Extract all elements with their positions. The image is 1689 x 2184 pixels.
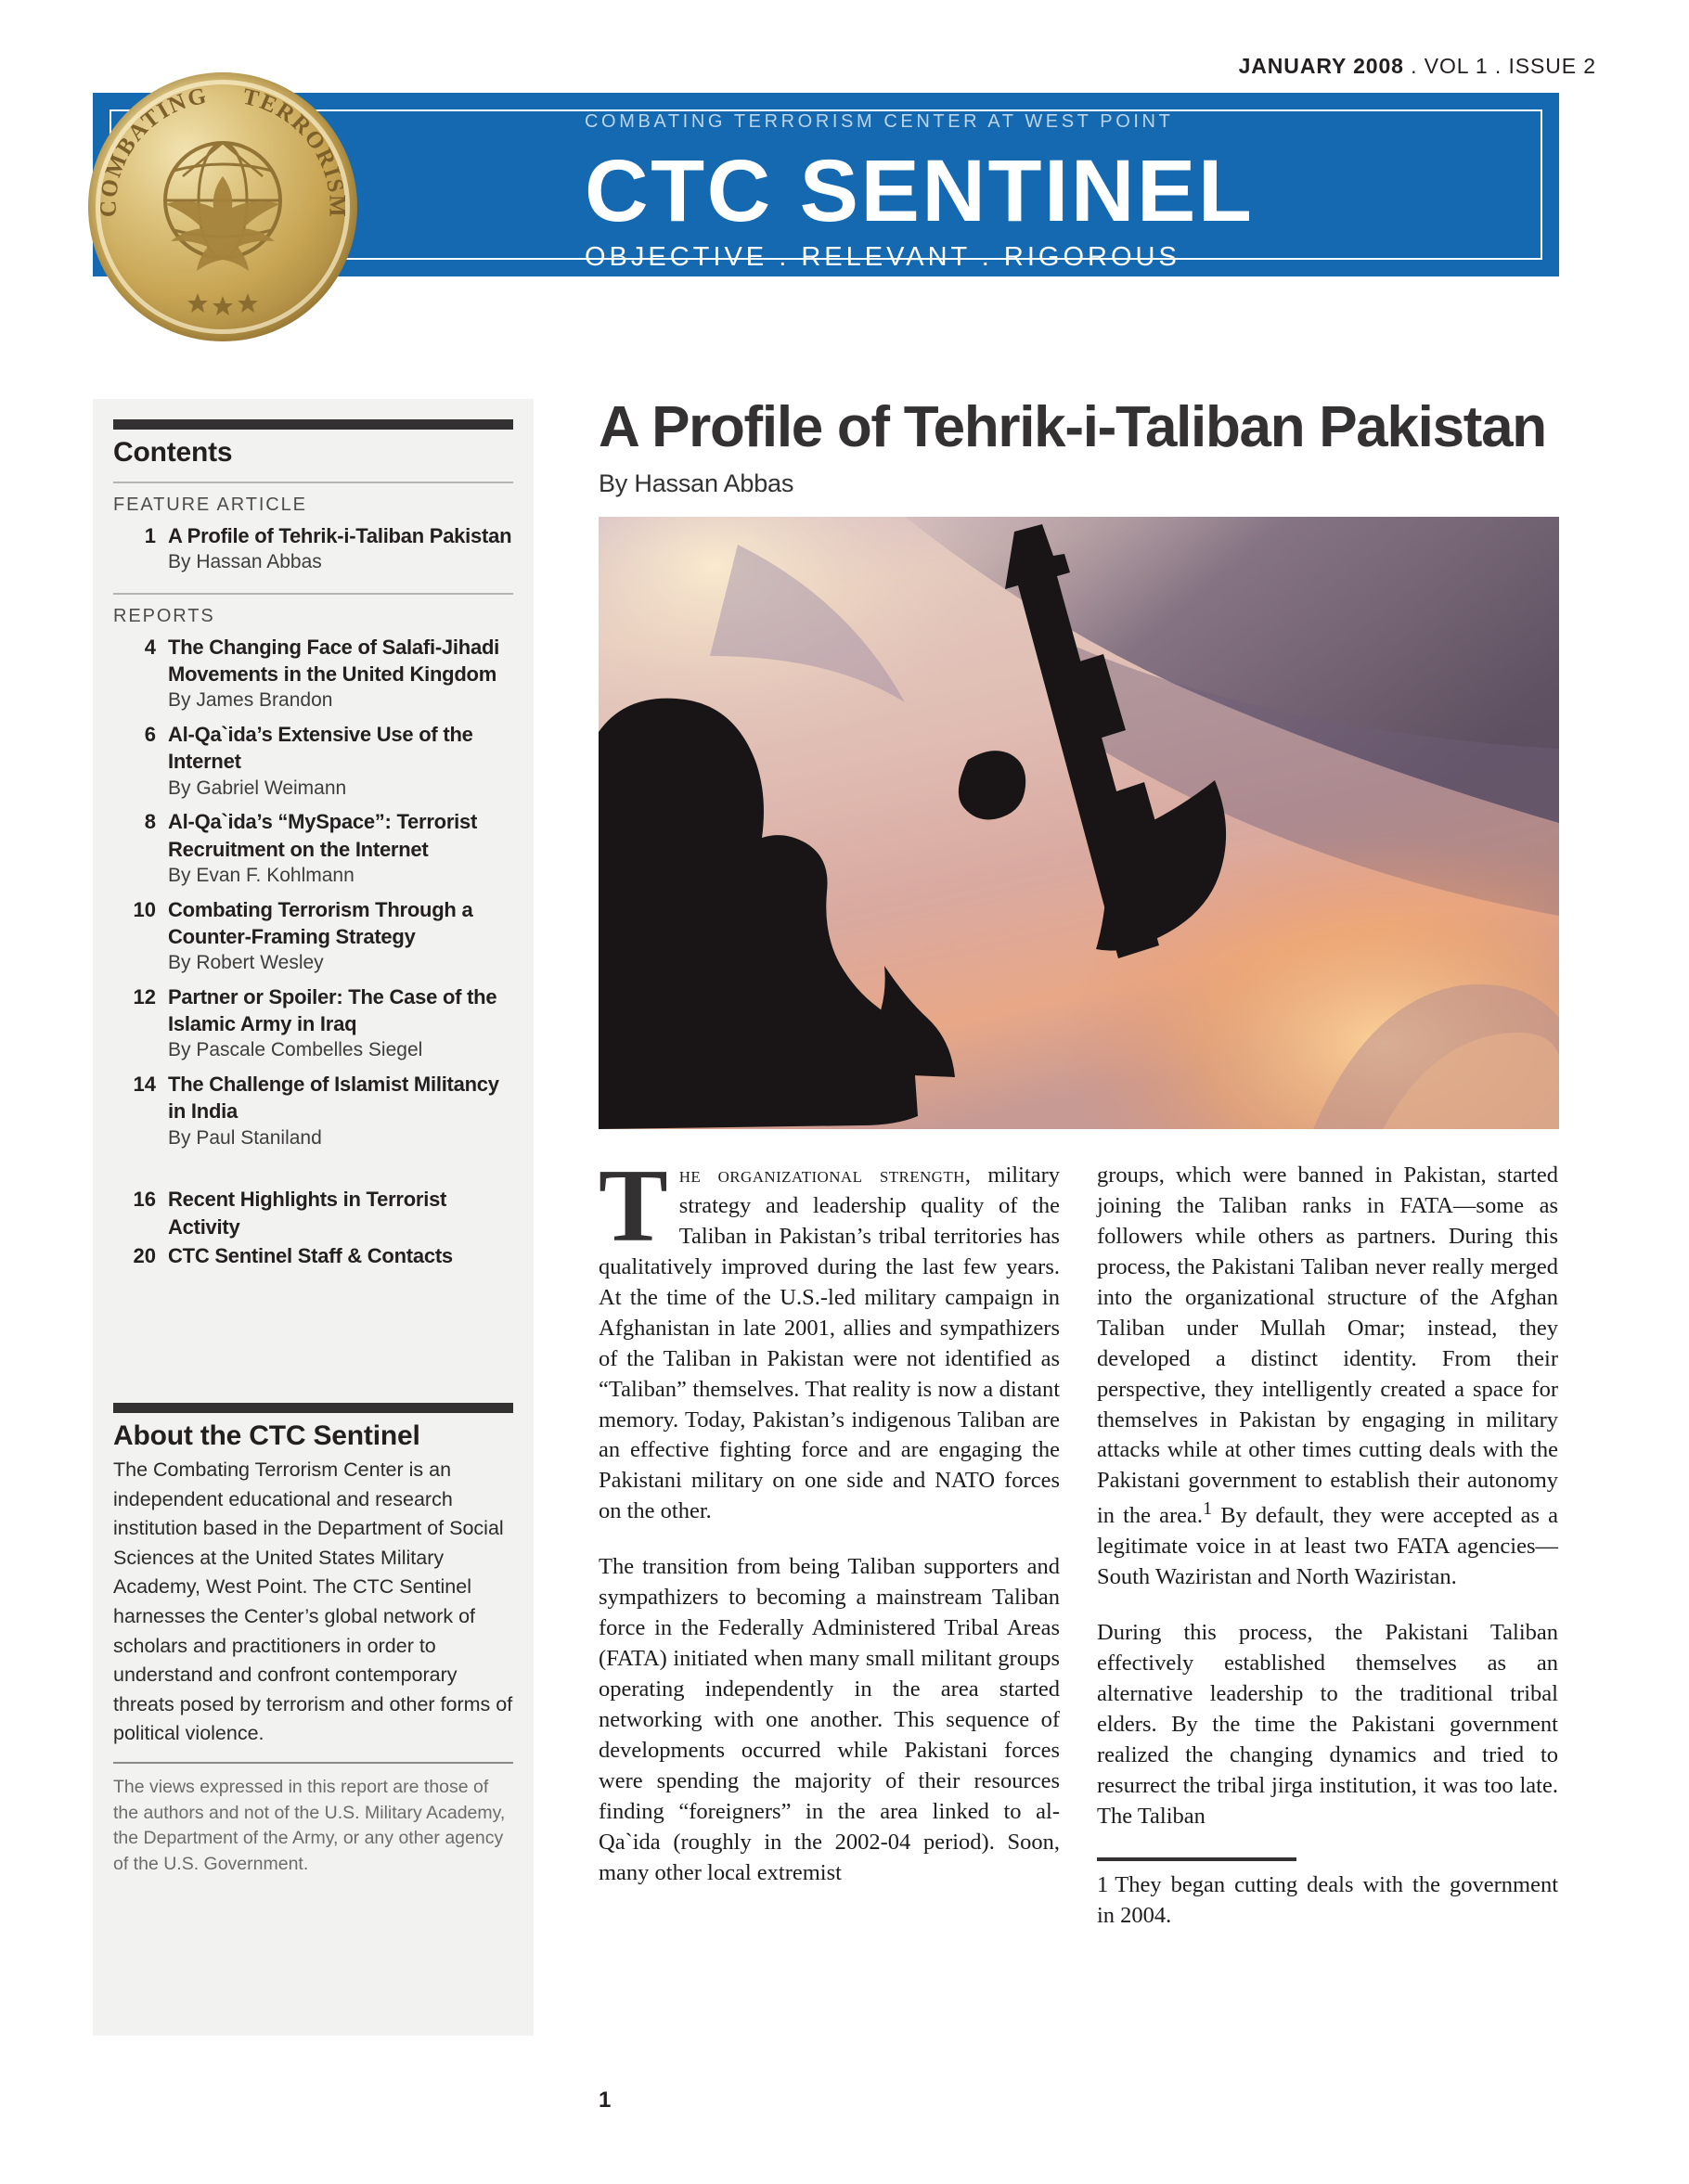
article-lead-rest: military strategy and leadership quality of the Taliban in Pakistan’s tribal territories has qualitatively improved during the last few years. At the time of the U.S.-led military campaign in Afghanistan in late 2001, allies and sympathizers of the Taliban in Pakistan were not identified as “Taliban” themselves. That reality is now a distant memory. Today, Pakistan’s indigenous Taliban are an effective fighting force and are engaging the Pakistani military on one side and NATO forces on the other. <box>599 1163 1060 1524</box>
article-paragraph-1 <box>599 1149 1060 1527</box>
contents-heading: Contents <box>113 437 233 468</box>
issue-sep-1: . <box>1403 54 1425 78</box>
toc-page-number: 10 <box>133 897 156 921</box>
feature-article-kicker: FEATURE ARTICLE <box>113 495 307 515</box>
toc-entry-title: The Challenge of Islamist Militancy in India <box>168 1073 499 1124</box>
footnote-marker-1[interactable]: 1 <box>1203 1498 1213 1520</box>
seal-stars-icon <box>187 293 258 315</box>
photo-artwork <box>599 517 1559 1129</box>
issue-sep-2: . <box>1488 54 1509 78</box>
toc-entry-title: Partner or Spoiler: The Case of the Islamic Army in Iraq <box>168 984 497 1036</box>
toc-entry-author: By Pascale Combelles Siegel <box>168 1039 423 1061</box>
toc-entry-title: The Changing Face of Salafi-Jihadi Movements in the United Kingdom <box>168 635 499 687</box>
toc-entry-author: By Hassan Abbas <box>168 551 322 573</box>
issue-line <box>1239 54 1596 79</box>
article-column-left <box>599 1149 1060 1957</box>
footnote-1 <box>1097 1870 1558 1932</box>
article-paragraph-3-body: groups, which were banned in Pakistan, started joining the Taliban ranks in FATA—some as followers while others as partners. During this process, the Pakistani Taliban never really merged into the organizational structure of the Afghan Taliban under Mullah Omar; instead, they developed a distinct identity. From their perspective, they intelligently created a space for themselves in Pakistan by engaging in military attacks while at other times cutting deals with the Pakistani government to establish their autonomy in the area. <box>1097 1163 1558 1529</box>
toc-entry-title: CTC Sentinel Staff & Contacts <box>168 1243 453 1267</box>
footnote-text: They began cutting deals with the government in 2004. <box>1097 1871 1558 1928</box>
toc-entry-report-6[interactable] <box>113 721 513 805</box>
toc-entry-report-8[interactable] <box>113 808 513 893</box>
sidebar-spacer <box>113 1271 513 1382</box>
feature-divider <box>113 482 513 483</box>
toc-page-number: 1 <box>144 524 156 547</box>
toc-page-number: 20 <box>133 1243 156 1267</box>
toc-page-number: 14 <box>133 1073 156 1097</box>
toc-entry-report-10[interactable] <box>113 896 513 981</box>
toc-entry-back-16[interactable] <box>113 1186 513 1240</box>
seal-ring-text-right: TERRORISM <box>239 84 350 219</box>
toc-entry-author: By Paul Staniland <box>168 1126 322 1149</box>
article-column-right <box>1097 1161 1558 1957</box>
page-number: 1 <box>599 2088 612 2113</box>
masthead-text-block <box>585 111 1522 273</box>
article-title: A Profile of Tehrik-i-Taliban Pakistan <box>599 395 1546 459</box>
issue-month-year: JANUARY 2008 <box>1238 54 1404 78</box>
article-dropcap: T <box>599 1149 668 1264</box>
toc-page-number: 6 <box>144 723 156 747</box>
toc-entry-author: By James Brandon <box>168 689 333 712</box>
footnote-number: 1 <box>1097 1871 1109 1897</box>
reports-divider <box>113 593 513 595</box>
toc-entry-back-20[interactable] <box>113 1242 513 1269</box>
contents-top-rule <box>113 419 513 430</box>
toc-page-number: 16 <box>133 1188 156 1212</box>
article-columns <box>599 1149 1559 1957</box>
masthead-title: CTC SENTINEL <box>585 142 1255 240</box>
sidebar <box>93 399 534 2036</box>
about-heading: About the CTC Sentinel <box>113 1420 420 1452</box>
article-paragraph-3-tail: By default, they were accepted as a legitimate voice in at least two FATA agencies—South Waziristan and North Waziristan. <box>1097 1503 1558 1590</box>
issue-volume: VOL 1 <box>1424 54 1489 78</box>
masthead-tagline: OBJECTIVE . RELEVANT . RIGOROUS <box>585 242 1180 273</box>
toc-entry-author: By Evan F. Kohlmann <box>168 864 355 886</box>
toc-gap-spacer <box>113 1158 513 1186</box>
article-lead-smallcaps: he organizational strength, <box>678 1163 972 1188</box>
toc-entry-author: By Robert Wesley <box>168 952 324 974</box>
toc-entry-report-4[interactable] <box>113 634 513 718</box>
disclaimer-divider <box>113 1762 513 1764</box>
seal-ring-text-left: COMBATING <box>96 83 211 218</box>
footnote-separator-rule <box>1097 1857 1296 1861</box>
toc-entry-author: By Gabriel Weimann <box>168 777 347 799</box>
toc-entry-title: Combating Terrorism Through a Counter-Framing Strategy <box>168 897 473 948</box>
article-byline: By Hassan Abbas <box>599 469 794 497</box>
reports-kicker: REPORTS <box>113 605 215 626</box>
masthead-eyebrow: COMBATING TERRORISM CENTER AT WEST POINT <box>585 111 1174 132</box>
toc-entry-report-14[interactable] <box>113 1071 513 1155</box>
toc-entry-title: Al-Qa`ida’s “MySpace”: Terrorist Recruitment on the Internet <box>168 810 478 861</box>
about-body-text: The Combating Terrorism Center is an independent educational and research institution based in the Department of Social Sciences at the United States Military Academy, West Point. The CTC Sentinel harnesses the Center’s global network of scholars and practitioners in order to understand and confront contemporary threats posed by terrorism and other forms of political violence. <box>113 1458 513 1745</box>
toc-page-number: 12 <box>133 984 156 1008</box>
toc-page-number: 8 <box>144 810 156 834</box>
disclaimer-text: The views expressed in this report are those of the authors and not of the U.S. Military Academy, the Department of the Army, or any other agency of the U.S. Government. <box>113 1776 506 1875</box>
toc-page-number: 4 <box>144 635 156 659</box>
article-paragraph-3 <box>1097 1161 1558 1593</box>
toc-entry-title: A Profile of Tehrik-i-Taliban Pakistan <box>168 524 512 547</box>
article-photo <box>599 517 1559 1129</box>
toc-entry-title: Recent Highlights in Terrorist Activity <box>168 1188 447 1239</box>
ctc-seal-logo <box>88 72 357 341</box>
about-top-rule <box>113 1403 513 1413</box>
toc-entry-feature-1[interactable] <box>113 522 513 580</box>
article-paragraph-2: The transition from being Taliban supporters and sympathizers to becoming a mainstream Taliban force in the Federally Administered Tribal Areas (FATA) initiated when many small militant groups operating independently in the area started networking with one another. This sequence of developments occurred while Pakistani forces were spending the majority of their resources finding “foreigners” in the area linked to al-Qa`ida (roughly in the 2002-04 period). Soon, many other local extremist <box>599 1554 1060 1885</box>
toc-entry-report-12[interactable] <box>113 983 513 1068</box>
issue-number: ISSUE 2 <box>1508 54 1596 78</box>
toc-entry-title: Al-Qa`ida’s Extensive Use of the Internet <box>168 723 473 774</box>
article-main <box>599 395 1559 1957</box>
article-paragraph-4: During this process, the Pakistani Taliban effectively established themselves as an alternative leadership to the traditional tribal elders. By the time the Pakistani government realized the changing dynamics and tried to resurrect the tribal jirga institution, it was too late. The Taliban <box>1097 1620 1558 1829</box>
